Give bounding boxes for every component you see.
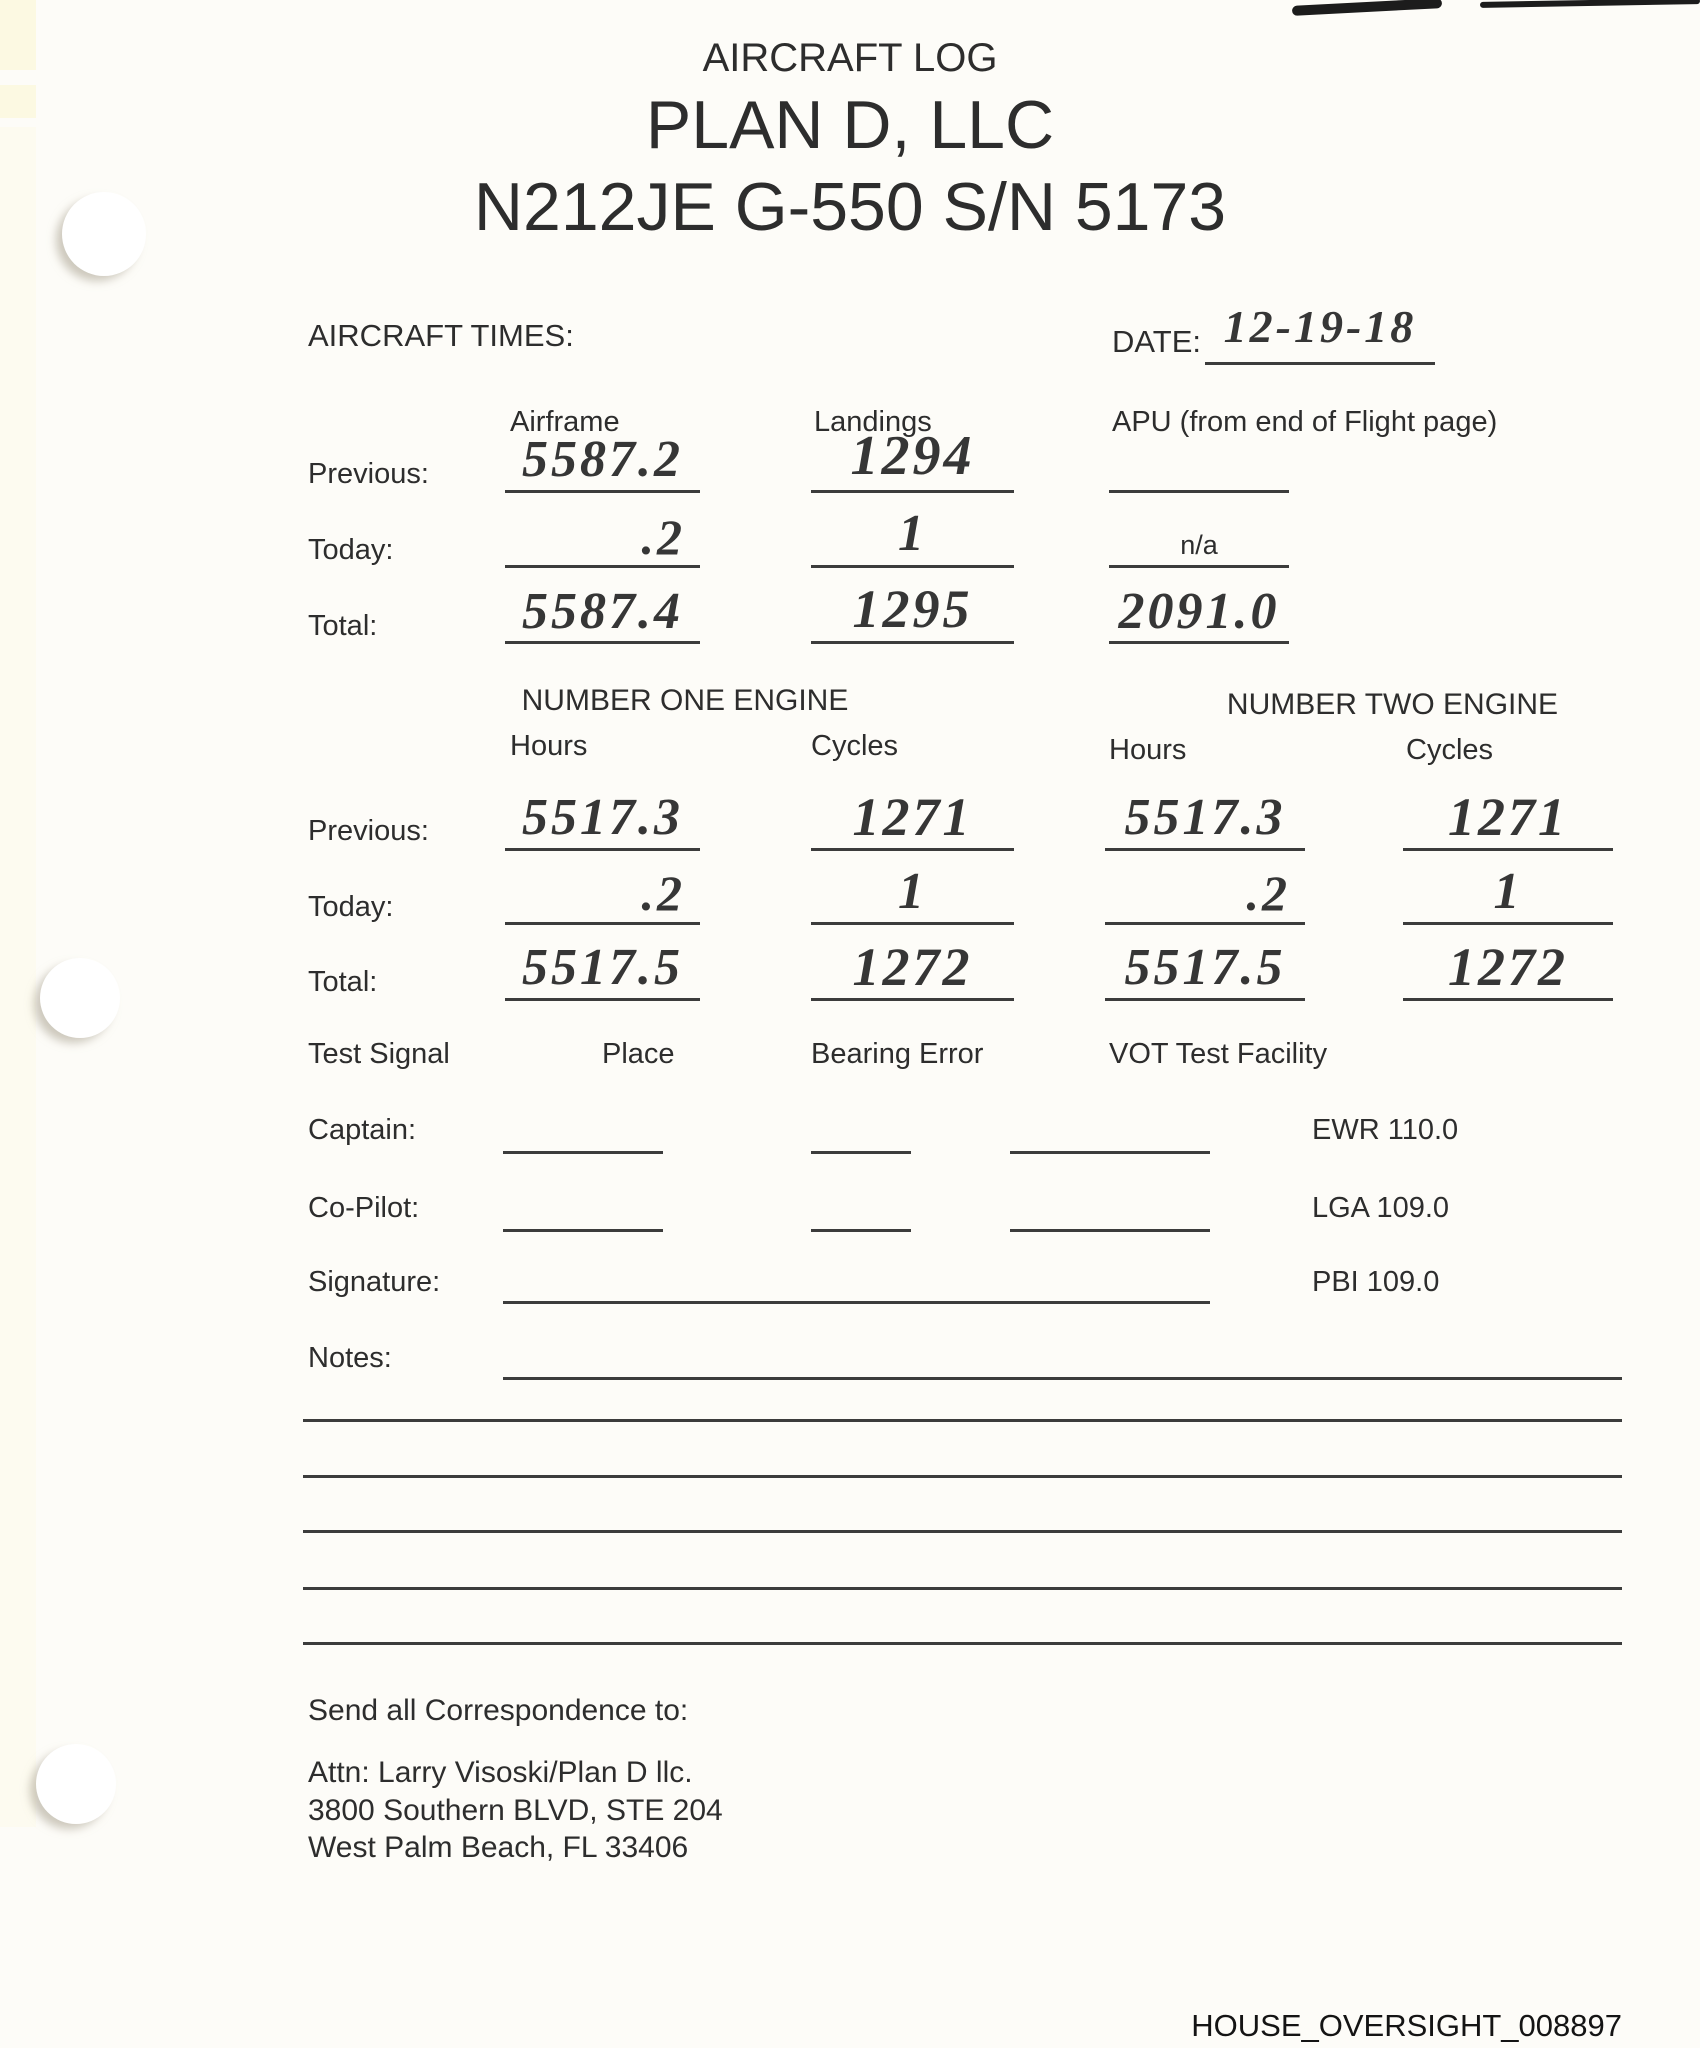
column-header-airframe: Airframe (510, 406, 620, 438)
facility-lga: LGA 109.0 (1312, 1192, 1450, 1224)
field-line (505, 922, 700, 925)
field-line (811, 641, 1014, 644)
field-line (1403, 848, 1613, 851)
engine-one-cycles-header: Cycles (811, 730, 899, 762)
field-line (505, 565, 700, 568)
engine-row-label-today: Today: (308, 891, 394, 923)
scan-edge-tint (0, 127, 36, 1827)
engine2-previous-hours: 5517.3 (1124, 789, 1286, 846)
row-label-today: Today: (308, 534, 394, 566)
engine-two-section-label: NUMBER TWO ENGINE (1226, 688, 1559, 721)
copilot-facility-line (1010, 1229, 1210, 1232)
previous-landings-value: 1294 (850, 425, 975, 487)
engine-two-cycles-header: Cycles (1406, 734, 1494, 766)
copilot-bearing-line (811, 1229, 911, 1232)
engine-row-label-total: Total: (308, 966, 378, 998)
note-blank-line (303, 1530, 1622, 1533)
engine-two-hours-header: Hours (1109, 734, 1187, 766)
vot-header-place: Place (602, 1038, 675, 1070)
engine2-total-hours: 5517.5 (1124, 939, 1286, 996)
field-line (811, 922, 1014, 925)
field-line (505, 998, 700, 1001)
field-line (811, 565, 1014, 568)
engine-one-section-label: NUMBER ONE ENGINE (521, 684, 849, 717)
company-name-title: PLAN D, LLC (645, 87, 1055, 163)
hole-punch (40, 958, 120, 1038)
engine2-previous-cycles: 1271 (1448, 787, 1568, 847)
document-type-title: AIRCRAFT LOG (702, 36, 998, 80)
correspondence-attn-line: Attn: Larry Visoski/Plan D llc. (308, 1756, 693, 1789)
aircraft-times-section-label: AIRCRAFT TIMES: (308, 318, 574, 353)
previous-airframe-value: 5587.2 (522, 431, 683, 488)
vot-header-bearing-error: Bearing Error (811, 1038, 984, 1070)
captain-bearing-line (811, 1151, 911, 1154)
date-handwritten-value: 12-19-18 (1223, 301, 1417, 352)
field-line (811, 848, 1014, 851)
today-landings-value: 1 (898, 505, 927, 562)
column-header-landings: Landings (814, 406, 932, 438)
copilot-place-line (503, 1229, 663, 1232)
field-line (811, 998, 1014, 1001)
field-line (1403, 922, 1613, 925)
vot-header-vot-test-facility: VOT Test Facility (1109, 1038, 1328, 1070)
row-label-previous: Previous: (308, 458, 429, 490)
engine1-total-cycles: 1272 (852, 937, 973, 997)
aircraft-registration-title: N212JE G-550 S/N 5173 (473, 169, 1227, 245)
engine1-previous-cycles: 1271 (852, 787, 973, 847)
date-label: DATE: (1112, 324, 1201, 359)
facility-pbi: PBI 109.0 (1312, 1266, 1440, 1298)
scan-artifact-stroke (1292, 0, 1442, 16)
captain-label: Captain: (308, 1114, 417, 1146)
field-line (505, 848, 700, 851)
total-apu-value: 2091.0 (1118, 583, 1280, 640)
field-line (1105, 922, 1305, 925)
note-blank-line (303, 1642, 1622, 1645)
engine2-today-hours: .2 (1246, 865, 1290, 921)
scan-artifact-stroke (1480, 0, 1700, 8)
row-label-total: Total: (308, 610, 378, 642)
field-line (1109, 641, 1289, 644)
field-line (1109, 490, 1289, 493)
copilot-label: Co-Pilot: (308, 1192, 420, 1224)
today-airframe-value: .2 (641, 509, 685, 565)
note-blank-line (303, 1587, 1622, 1590)
engine1-total-hours: 5517.5 (522, 939, 683, 996)
date-underline (1205, 362, 1435, 365)
note-blank-line (303, 1475, 1622, 1478)
note-blank-line (303, 1419, 1622, 1422)
captain-place-line (503, 1151, 663, 1154)
facility-ewr: EWR 110.0 (1312, 1114, 1459, 1146)
field-line (505, 641, 700, 644)
total-landings-value: 1295 (852, 579, 973, 639)
field-line (811, 490, 1014, 493)
signature-line (503, 1301, 1210, 1304)
notes-line (503, 1377, 1622, 1380)
field-line (1403, 998, 1613, 1001)
field-line (1109, 565, 1289, 568)
total-airframe-value: 5587.4 (522, 583, 683, 640)
engine2-today-cycles: 1 (1493, 863, 1523, 920)
today-apu-na-value: n/a (1180, 530, 1218, 560)
correspondence-street-line: 3800 Southern BLVD, STE 204 (308, 1794, 723, 1827)
engine1-today-hours: .2 (641, 865, 685, 921)
engine-one-hours-header: Hours (510, 730, 588, 762)
column-header-apu: APU (from end of Flight page) (1112, 406, 1498, 438)
notes-label: Notes: (308, 1342, 392, 1374)
correspondence-city-line: West Palm Beach, FL 33406 (308, 1831, 689, 1864)
engine1-previous-hours: 5517.3 (522, 789, 683, 846)
field-line (1105, 848, 1305, 851)
field-line (1105, 998, 1305, 1001)
vot-header-test-signal: Test Signal (308, 1038, 450, 1070)
field-line (505, 490, 700, 493)
engine-row-label-previous: Previous: (308, 815, 429, 847)
captain-facility-line (1010, 1151, 1210, 1154)
engine2-total-cycles: 1272 (1448, 937, 1568, 997)
correspondence-heading: Send all Correspondence to: (308, 1694, 689, 1727)
hole-punch (36, 1744, 116, 1824)
signature-label: Signature: (308, 1266, 441, 1298)
bates-number: HOUSE_OVERSIGHT_008897 (1191, 2008, 1622, 2043)
engine1-today-cycles: 1 (898, 863, 927, 920)
